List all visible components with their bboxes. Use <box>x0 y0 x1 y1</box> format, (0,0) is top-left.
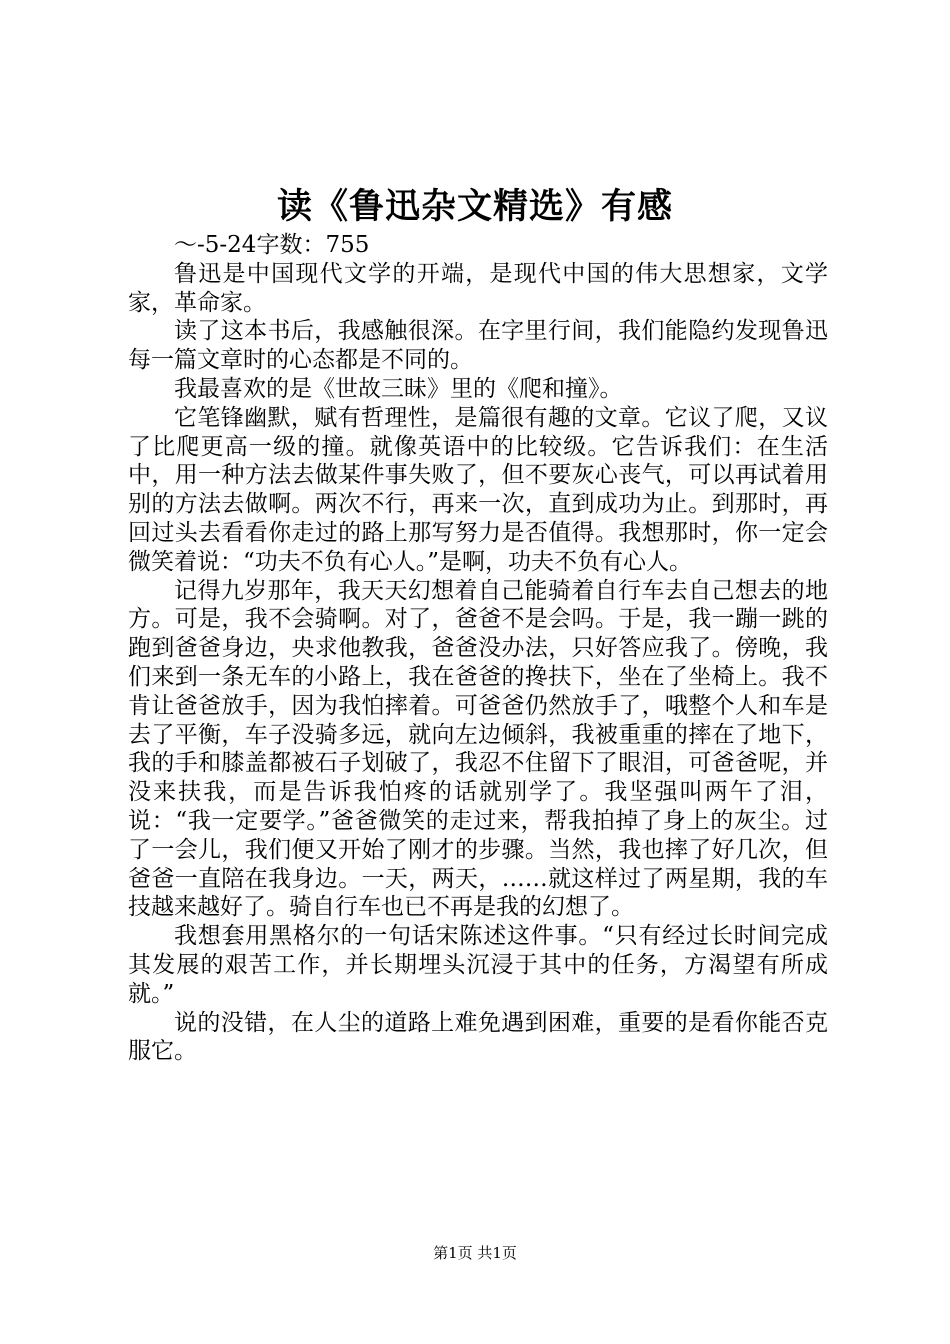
paragraph: 记得九岁那年，我天天幻想着自己能骑着自行车去自己想去的地方。可是，我不会骑啊。对了，爸爸不是会吗。于是，我一蹦一跳的跑到爸爸身边，央求他教我，爸爸没办法，只好答应我了。傍晚，我们来到一条无车的小路上，我在爸爸的搀扶下，坐在了坐椅上。我不肯让爸爸放手，因为我怕摔着。可爸爸仍然放手了，哦整个人和车是去了平衡，车子没骑多远，就向左边倾斜，我被重重的摔在了地下，我的手和膝盖都被石子划破了，我忍不住留下了眼泪，可爸爸呢，并没来扶我，而是告诉我怕疼的话就别学了。我坚强叫两午了泪，说：“我一定要学。”爸爸微笑的走过来，帮我拍掉了身上的灰尘。过了一会儿，我们便又开始了刚才的步骤。当然，我也摔了好几次，但爸爸一直陪在我身边。一天，两天，……就这样过了两星期，我的车技越来越好了。骑自行车也已不再是我的幻想了。 <box>128 577 828 921</box>
page-footer: 第1页 共1页 <box>433 1244 517 1262</box>
document-title: 读《鲁迅杂文精选》有感 <box>276 186 673 227</box>
paragraph: 读了这本书后，我感触很深。在字里行间，我们能隐约发现鲁迅每一篇文章时的心态都是不同的。 <box>128 318 828 374</box>
document-body <box>128 231 828 1066</box>
paragraph: 说的没错，在人尘的道路上难免遇到困难，重要的是看你能否克服它。 <box>128 1009 828 1065</box>
document-meta: ～-5-24字数：755 <box>174 232 370 258</box>
paragraph: 我最喜欢的是《世故三昧》里的《爬和撞》。 <box>174 375 623 402</box>
paragraph: 它笔锋幽默，赋有哲理性，是篇很有趣的文章。它议了爬，又议了比爬更高一级的撞。就像英语中的比较级。它告诉我们：在生活中，用一种方法去做某件事失败了，但不要灰心丧气，可以再试着用别的方法去做啊。两次不行，再来一次，直到成功为止。到那时，再回过头去看看你走过的路上那写努力是否值得。我想那时，你一定会微笑着说：“功夫不负有心人。”是啊，功夫不负有心人。 <box>128 404 828 575</box>
paragraph: 我想套用黑格尔的一句话宋陈述这件事。“只有经过长时间完成其发展的艰苦工作，并长期埋头沉浸于其中的任务，方渴望有所成就。” <box>128 923 828 1007</box>
paragraph: 鲁迅是中国现代文学的开端，是现代中国的伟大思想家，文学家，革命家。 <box>128 260 828 316</box>
